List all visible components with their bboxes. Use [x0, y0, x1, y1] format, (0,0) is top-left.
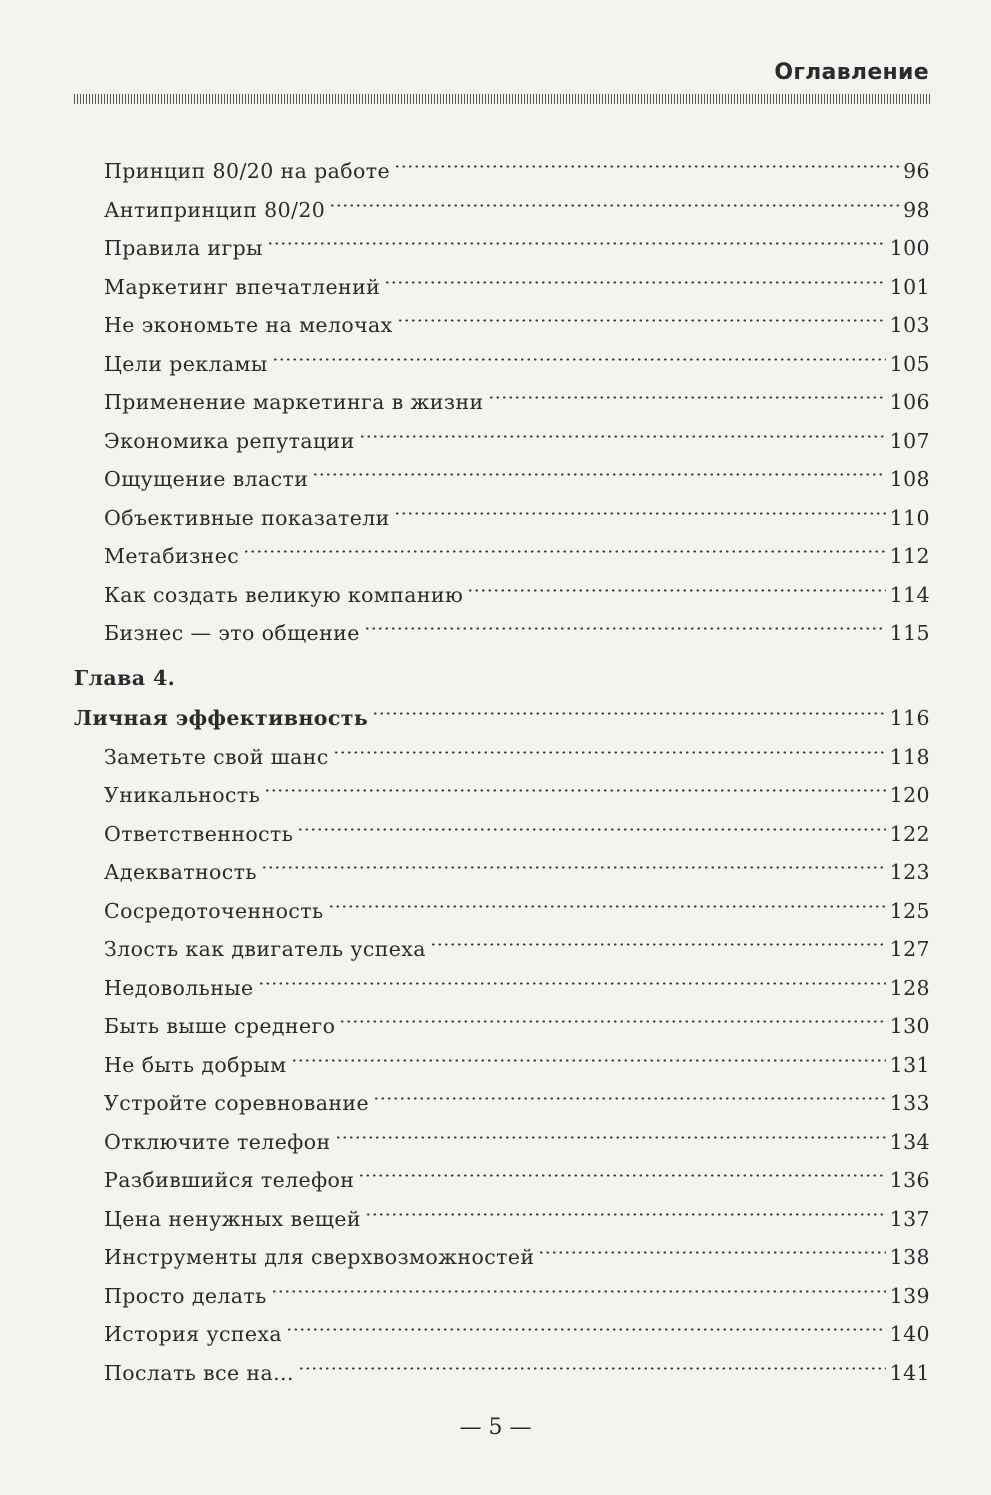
toc-entry [104, 1111, 930, 1154]
dot-leader [297, 803, 885, 841]
toc-entry-page: 114 [889, 582, 930, 607]
toc-entry-title: Бизнес — это общение [104, 621, 360, 645]
toc-entry-title: Применение маркетинга в жизни [104, 390, 484, 414]
toc-entry-page: 140 [889, 1322, 930, 1346]
toc-entry-title: Как создать великую компанию [104, 582, 464, 607]
toc-entry-page: 127 [889, 937, 930, 961]
dot-leader [467, 564, 885, 602]
dot-leader [298, 1342, 886, 1380]
dot-leader [286, 1303, 886, 1341]
toc-entry-page: 110 [889, 505, 930, 530]
toc-entry-page: 122 [889, 821, 930, 846]
toc-entry-page: 133 [889, 1091, 930, 1115]
toc-entry [104, 1303, 930, 1346]
toc-entry [104, 487, 930, 530]
dot-leader [397, 294, 886, 332]
toc-entry-title: Ощущение власти [104, 467, 309, 491]
toc-entry-title: Адекватность [104, 860, 257, 884]
toc-entry [104, 957, 930, 1000]
toc-entry-page: 118 [889, 744, 930, 769]
toc-entry [104, 1342, 930, 1385]
dot-leader [267, 217, 886, 255]
toc-entry-title: Экономика репутации [104, 428, 355, 453]
toc-entry-page: 141 [889, 1360, 930, 1385]
toc-entry-title: Не быть добрым [104, 1052, 287, 1077]
toc-entry-page: 108 [889, 467, 930, 491]
dot-leader [333, 726, 886, 764]
page-number: — 5 — [459, 1415, 532, 1440]
dot-leader [488, 371, 886, 409]
dot-leader [430, 918, 886, 956]
toc-entry-page: 115 [889, 621, 930, 645]
toc-entry [104, 1034, 930, 1077]
toc-entry-title: Инструменты для сверхвозможностей [104, 1245, 535, 1269]
dot-leader [335, 1111, 886, 1149]
toc-entry [104, 564, 930, 607]
toc-entry-page: 139 [889, 1283, 930, 1308]
toc-entry [104, 1226, 930, 1269]
toc-entry-title: Злость как двигатель успеха [104, 937, 426, 961]
toc-entry-title: История успеха [104, 1322, 282, 1346]
toc-entry-title: Заметьте свой шанс [104, 744, 329, 769]
toc-entry [104, 726, 930, 769]
toc-entry-title: Сосредоточенность [104, 898, 324, 923]
toc-entry [104, 448, 930, 491]
toc-entry [104, 333, 930, 376]
chapter-title: Личная эффективность [74, 706, 369, 730]
toc-entry-title: Антипринцип 80/20 [104, 197, 326, 222]
toc-entry-page: 123 [889, 860, 930, 884]
toc-entry-title: Не экономьте на мелочах [104, 313, 393, 337]
dot-leader [538, 1226, 885, 1264]
dot-leader [261, 841, 886, 879]
toc-entry-page: 112 [889, 544, 930, 568]
toc-entry [104, 803, 930, 846]
dot-leader [264, 764, 886, 802]
toc-entry-page: 100 [889, 236, 930, 260]
dot-leader [394, 140, 899, 178]
toc-entry-page: 128 [889, 975, 930, 1000]
toc-entry [104, 918, 930, 961]
toc-entry-page: 105 [889, 351, 930, 376]
toc-entry [104, 140, 930, 183]
toc-entry-title: Ответственность [104, 821, 294, 846]
toc-entry [104, 602, 930, 645]
header-rule [74, 94, 932, 104]
toc-entry-page: 101 [889, 274, 930, 299]
toc-entry-page: 103 [889, 313, 930, 337]
toc-entry-title: Недовольные [104, 975, 254, 1000]
dot-leader [373, 1072, 886, 1110]
toc-entry-page: 134 [889, 1129, 930, 1154]
toc-entry-page: 136 [889, 1168, 930, 1192]
toc-entry-title: Отключите телефон [104, 1129, 331, 1154]
toc-entry [104, 995, 930, 1038]
dot-leader [312, 448, 885, 486]
toc-entry [104, 294, 930, 337]
toc-entry-title: Быть выше среднего [104, 1014, 336, 1038]
dot-leader [365, 1188, 886, 1226]
toc-entry-page: 138 [889, 1245, 930, 1269]
toc-entry [104, 371, 930, 414]
toc-entry [104, 880, 930, 923]
toc-entry [104, 179, 930, 222]
toc-entry-title: Послать все на... [104, 1360, 294, 1385]
dot-leader [258, 957, 886, 995]
toc-entry-page: 125 [889, 898, 930, 923]
toc-entry-page: 137 [889, 1206, 930, 1231]
toc-entry-title: Объективные показатели [104, 505, 390, 530]
toc-entry [104, 217, 930, 260]
toc-entry-title: Устройте соревнование [104, 1091, 370, 1115]
chapter-page: 116 [889, 706, 930, 730]
chapter-label: Глава 4. [74, 666, 176, 690]
dot-leader [243, 525, 886, 563]
toc-entry-title: Правила игры [104, 236, 263, 260]
dot-leader [272, 333, 886, 371]
dot-leader [329, 179, 899, 217]
dot-leader [384, 256, 885, 294]
toc-entry-page: 96 [903, 159, 930, 183]
dot-leader [394, 487, 886, 525]
dot-leader [358, 1149, 885, 1187]
toc-entry [104, 256, 930, 299]
toc-entry [104, 764, 930, 807]
dot-leader [291, 1034, 886, 1072]
chapter-entry [74, 687, 930, 730]
toc-entry [104, 841, 930, 884]
toc-entry [104, 1265, 930, 1308]
dot-leader [328, 880, 886, 918]
running-head: Оглавление [774, 60, 929, 85]
dot-leader [364, 602, 886, 640]
toc-entry [104, 525, 930, 568]
dot-leader [271, 1265, 886, 1303]
toc-entry [104, 1188, 930, 1231]
toc-entry-page: 120 [889, 783, 930, 807]
toc-entry-title: Цена ненужных вещей [104, 1206, 361, 1231]
toc-entry-title: Цели рекламы [104, 351, 268, 376]
toc-entry-title: Уникальность [104, 783, 261, 807]
toc-entry-page: 98 [903, 197, 930, 222]
toc-entry-page: 107 [889, 428, 930, 453]
toc-entry-title: Метабизнес [104, 544, 240, 568]
dot-leader [372, 687, 886, 725]
toc-entry-title: Принцип 80/20 на работе [104, 159, 391, 183]
dot-leader [359, 410, 886, 448]
toc-entry-page: 130 [889, 1014, 930, 1038]
toc-entry-title: Маркетинг впечатлений [104, 274, 381, 299]
toc-entry-page: 131 [889, 1052, 930, 1077]
toc-entry [104, 1072, 930, 1115]
toc-entry-page: 106 [889, 390, 930, 414]
dot-leader [339, 995, 885, 1033]
toc-entry [104, 1149, 930, 1192]
toc-entry [104, 410, 930, 453]
toc-entry-title: Разбившийся телефон [104, 1168, 355, 1192]
toc-entry-title: Просто делать [104, 1283, 267, 1308]
